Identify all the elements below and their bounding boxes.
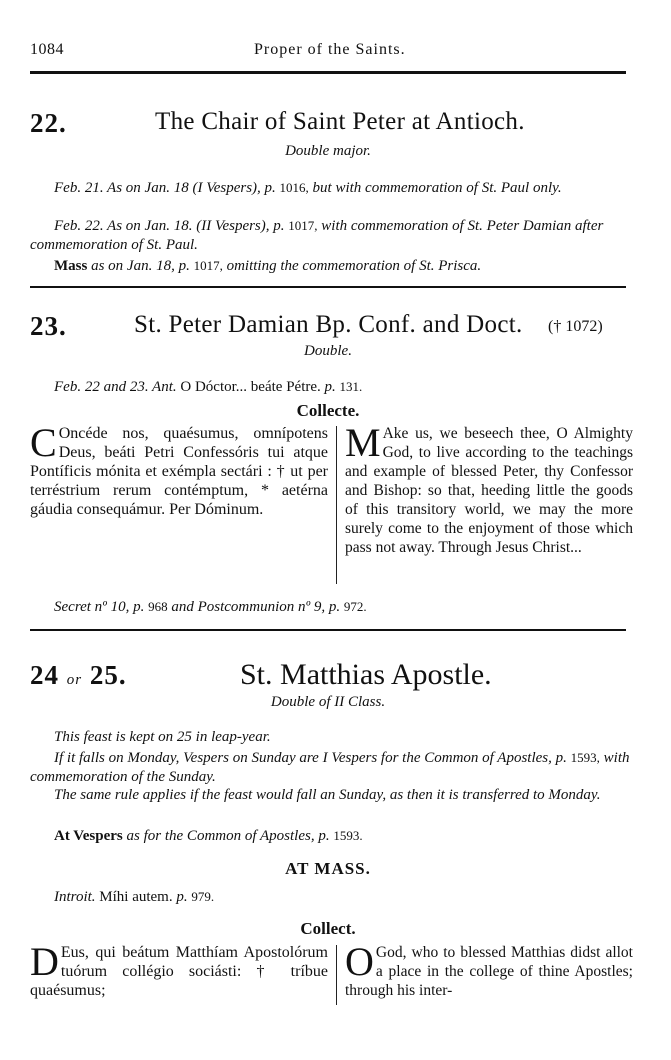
feast-22-line2-c: with commemoration of St. Peter Damian after commemoration of St. Paul. (30, 218, 604, 253)
feast-22-line3 (30, 256, 630, 276)
feast-24-note4-b: as for the Common of Apostles, p. (126, 828, 330, 844)
feast-24-english-dropcap: O (345, 939, 374, 984)
feast-24-number (30, 660, 127, 691)
feast-22-line2-page: 1017, (288, 218, 318, 233)
feast-24-note1-text: This feast is kept on 25 in leap-year. (54, 729, 271, 745)
feast-22-title: The Chair of Saint Peter at Antioch. (155, 108, 525, 135)
column-divider (336, 426, 337, 584)
feast-23-secret-page: 968 (148, 599, 168, 614)
feast-22-line2-a: Feb. 22. As on Jan. 18. (II Vespers), p. (54, 218, 285, 234)
feast-23-latin-text: Oncéde nos, quaésumus, omnípotens Deus, beáti Petri Confessóris tui atque Pontíficis mónita et exémpla sectári : † ut per terréstrium rerum contémptum, * aetérna gáudia consequámur. Per Dóminum. (30, 425, 328, 518)
feast-24-latin-dropcap: D (30, 939, 59, 984)
feast-22-line1-c: but with commemoration of St. Paul only. (312, 180, 562, 196)
feast-24-rank: Double of II Class. (270, 694, 386, 710)
feast-23-title: St. Peter Damian Bp. Conf. and Doct. (134, 311, 523, 338)
feast-24-note4-page: 1593. (333, 828, 363, 843)
feast-24-vespers-label: At Vespers (54, 828, 123, 844)
feast-24-latin-text: Eus, qui beátum Matthíam Apostolórum tuórum collégio sociásti: † tríbue quaésumus; (30, 944, 328, 999)
feast-23-antiphon (30, 377, 630, 397)
feast-23-postcommunion-page: 972. (343, 599, 367, 614)
feast-24-note2-a: If it falls on Monday, Vespers on Sunday are I Vespers for the Common of Apostles, p. (54, 750, 567, 766)
feast-24-introit-b: Míhi autem. (99, 889, 173, 905)
feast-23-secret (30, 597, 630, 617)
feast-23-latin-collect (30, 420, 328, 519)
feast-23-year: († 1072) (548, 318, 603, 335)
section-rule-1 (30, 286, 626, 288)
feast-24-number-a: 24 (30, 660, 59, 690)
feast-24-introit-a: Introit. (54, 889, 96, 905)
feast-22-mass-label: Mass (54, 258, 88, 274)
feast-23-ant-a: Feb. 22 and 23. Ant. (54, 379, 177, 395)
feast-24-introit-page: 979. (191, 889, 215, 904)
feast-22-line3-b: as on Jan. 18, p. (91, 258, 190, 274)
feast-24-introit-c: p. (176, 889, 188, 905)
feast-23-english-collect (345, 420, 633, 557)
feast-24-note4 (30, 826, 630, 846)
feast-24-latin-collect (30, 939, 328, 1000)
feast-23-ant-b: O Dóctor... beáte Pétre. (180, 379, 321, 395)
feast-23-number: 23. (30, 311, 67, 341)
feast-23-ant-c: p. (324, 379, 336, 395)
page-number: 1084 (30, 41, 64, 58)
feast-22-line1-a: Feb. 21. As on Jan. 18 (I Vespers), p. (54, 180, 276, 196)
feast-23-ant-page: 131. (339, 379, 363, 394)
feast-23-english-text: Ake us, we beseech thee, O Almighty God, to live according to the teachings and example of blessed Peter, thy Confessor and Bishop: so that, heeding little the goods of this transitory world, we may the more surely come to the enjoyment of those which pass not away. Through Jesus Christ... (345, 425, 633, 556)
feast-24-note3 (30, 786, 630, 805)
feast-24-title: St. Matthias Apostle. (240, 658, 492, 691)
feast-22-line3-d: omitting the commemoration of St. Prisca. (226, 258, 482, 274)
feast-22-line1 (30, 178, 630, 198)
feast-24-note1 (30, 728, 630, 747)
feast-24-english-collect (345, 939, 633, 1000)
feast-23-latin-dropcap: C (30, 420, 57, 465)
column-divider-2 (336, 945, 337, 1005)
feast-24-note2-page: 1593, (570, 750, 600, 765)
feast-22-line2 (30, 216, 630, 255)
feast-22-line1-page: 1016, (279, 180, 309, 195)
feast-23-collect-heading: Collecte. (296, 401, 360, 420)
feast-23-english-dropcap: M (345, 420, 381, 465)
feast-24-note3-text: The same rule applies if the feast would fall an Sunday, as then it is transferred to Monday. (54, 787, 601, 803)
feast-24-collect-heading: Collect. (300, 919, 356, 938)
feast-24-number-or: or (66, 672, 83, 688)
feast-23-rank: Double. (304, 343, 352, 359)
feast-22-rank: Double major. (285, 143, 371, 159)
header-rule (30, 71, 626, 74)
feast-24-note2-c: with commemoration of the Sunday. (30, 750, 630, 785)
feast-24-note2 (30, 748, 630, 787)
feast-24-mass-heading: AT MASS. (285, 859, 371, 878)
feast-22-line3-page: 1017, (193, 258, 223, 273)
feast-23-secret-a: Secret nº 10, p. (54, 599, 145, 615)
running-title: Proper of the Saints. (254, 41, 406, 58)
feast-24-english-text: God, who to blessed Matthias didst allot a place in the college of thine Apostles; through his inter- (345, 944, 633, 999)
section-rule-2 (30, 629, 626, 631)
feast-24-number-b: 25. (89, 660, 127, 690)
feast-23-secret-c: and Postcommunion nº 9, p. (171, 599, 341, 615)
feast-24-introit (30, 887, 630, 907)
feast-22-number: 22. (30, 108, 67, 138)
